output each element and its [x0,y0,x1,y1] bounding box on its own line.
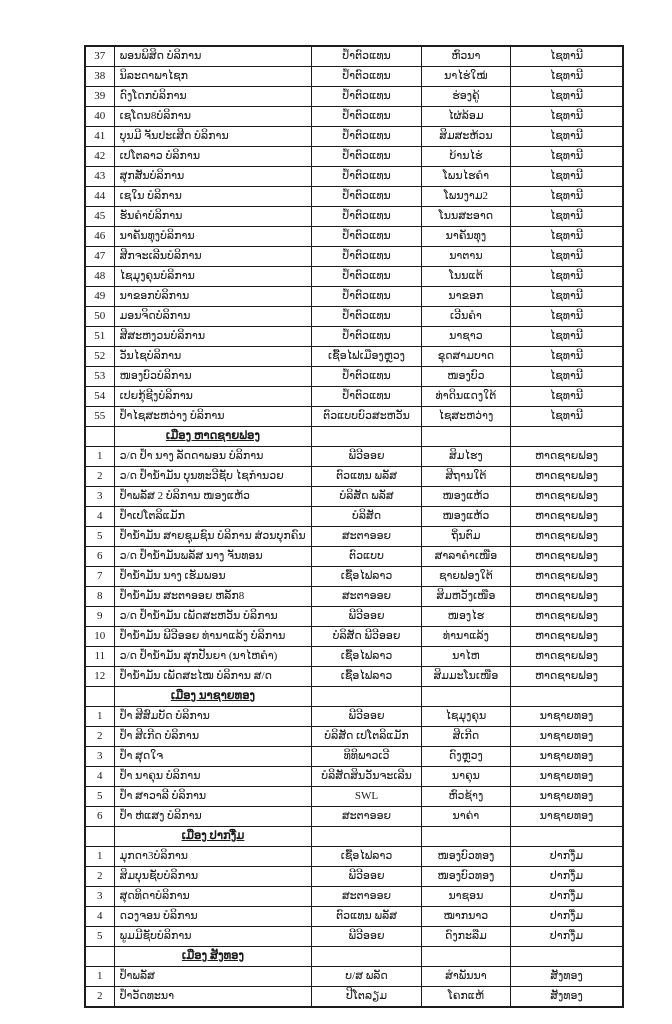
empty-cell [312,687,421,707]
table-row [85,867,623,887]
section-header-row [85,427,623,447]
empty-cell [421,947,510,967]
cell-name: ມຸກດາ3ບໍລິການ [114,847,312,867]
empty-cell [85,427,114,447]
empty-cell [511,827,623,847]
cell-district: ໄຊທານີ [511,247,623,267]
table-row [85,347,623,367]
cell-village: ບ້ານໄຮ່ [421,147,510,167]
table-row [85,667,623,687]
cell-village: ສີເກີດ [421,727,510,747]
cell-name: ປ້ຳພລັສ 2 ບໍລິການ ໜອງແຫ້ວ [114,487,312,507]
cell-operator: ສະຕາອອຍ [312,807,421,827]
cell-name: ປ້ຳ ສີເກີດ ບໍລິການ [114,727,312,747]
empty-cell [312,947,421,967]
empty-cell [511,947,623,967]
cell-no: 52 [85,347,114,367]
cell-name: ວັນໄຊບໍລິການ [114,347,312,367]
cell-district: ປາກງື່ມ [511,867,623,887]
table-row [85,547,623,567]
cell-operator: ປ້ຳຕົວແທນ [312,267,421,287]
cell-operator: ປ້ຳຕົວແທນ [312,187,421,207]
cell-village: ນາໄຮ່ໃໝ່ [421,67,510,87]
cell-no: 48 [85,267,114,287]
table-row [85,787,623,807]
cell-no: 12 [85,667,114,687]
table-row [85,287,623,307]
cell-village: ໂນນແຕ້ [421,267,510,287]
table-row [85,67,623,87]
table-row [85,567,623,587]
cell-village: ນາຄັນທຸງ [421,227,510,247]
cell-no: 41 [85,127,114,147]
cell-no: 46 [85,227,114,247]
cell-village: ເວີນຄຳ [421,307,510,327]
section-header-row [85,947,623,967]
cell-district: ນາຊາຍທອງ [511,787,623,807]
cell-operator: ປ້ຳຕົວແທນ [312,67,421,87]
cell-operator: ປ້ຳຕົວແທນ [312,127,421,147]
table-row [85,987,623,1008]
cell-district: ຫາດຊາຍຟອງ [511,627,623,647]
cell-district: ຫາດຊາຍຟອງ [511,587,623,607]
cell-village: ໂຄກແຫ້ [421,987,510,1008]
cell-no: 49 [85,287,114,307]
cell-name: ປ້ຳນ້ຳມັນ ນາງ ເຮັມພອນ [114,567,312,587]
cell-village: ນາຄ່າ [421,807,510,827]
cell-village: ໜອງບົວທອງ [421,867,510,887]
cell-no: 6 [85,807,114,827]
cell-no: 4 [85,907,114,927]
cell-district: ນາຊາຍທອງ [511,807,623,827]
cell-operator: ເຊື້ອໄຟເມືອງຫຼວງ [312,347,421,367]
cell-no: 42 [85,147,114,167]
empty-cell [421,427,510,447]
cell-village: ໄຊສະຫວ່າງ [421,407,510,427]
cell-operator: ສະຕາອອຍ [312,587,421,607]
section-title: ເມືອງ ສັງທອງ [114,947,312,967]
cell-no: 9 [85,607,114,627]
cell-name: ວ/ດ ປ້ຳ ນາງ ລັດດາພອນ ບໍລິການ [114,447,312,467]
cell-operator: ບໍລິສັດ ພລັສ [312,487,421,507]
cell-name: ສີກຈະເລີນບໍລິການ [114,247,312,267]
cell-name: ເປຍກຸ້ຊີງບໍລິການ [114,387,312,407]
table-row [85,747,623,767]
cell-no: 1 [85,847,114,867]
cell-district: ຫາດຊາຍຟອງ [511,667,623,687]
cell-district: ນາຊາຍທອງ [511,767,623,787]
cell-operator: ບໍລິສັດ ເປໂຕລິແມັກ [312,727,421,747]
table-row [85,627,623,647]
cell-operator: ພີວີອອຍ [312,927,421,947]
cell-district: ຫາດຊາຍຟອງ [511,507,623,527]
cell-village: ໄຜ່ລ້ອມ [421,107,510,127]
cell-no: 1 [85,707,114,727]
cell-name: ປ້ຳນ້ຳມັນ ເພັດສະໄໝ ບໍລິການ ສ/ດ [114,667,312,687]
cell-name: ໜອງບົວບໍລິການ [114,367,312,387]
table-row [85,527,623,547]
empty-cell [312,827,421,847]
cell-no: 2 [85,987,114,1008]
cell-village: ນາຄຸນ [421,767,510,787]
cell-district: ນາຊາຍທອງ [511,747,623,767]
cell-district: ຫາດຊາຍຟອງ [511,607,623,627]
cell-name: ສຸກສັນບໍລິການ [114,167,312,187]
empty-cell [312,427,421,447]
cell-operator: ຕົວແບບບົວສະຫວັນ [312,407,421,427]
cell-operator: ປ້ຳຕົວແທນ [312,107,421,127]
table-row [85,107,623,127]
section-title: ເມືອງ ປາກງື່ມ [114,827,312,847]
table-row [85,227,623,247]
cell-district: ປາກງື່ມ [511,847,623,867]
cell-district: ໄຊທານີ [511,327,623,347]
cell-name: ມອນຈິດບໍລິການ [114,307,312,327]
cell-village: ໜອງບົວ [421,367,510,387]
cell-village: ໂພນງາມ2 [421,187,510,207]
cell-operator: ທິທິພາວເວີ [312,747,421,767]
cell-village: ສຳພັນນາ [421,967,510,987]
cell-village: ສາລາຄຳເໜືອ [421,547,510,567]
table-row [85,46,623,67]
cell-village: ຫົວຊ້າງ [421,787,510,807]
cell-district: ຫາດຊາຍຟອງ [511,547,623,567]
cell-village: ດົງກະລືມ [421,927,510,947]
cell-village: ໝາກນາວ [421,907,510,927]
fuel-stations-table [84,45,624,1008]
cell-village: ໂພນໄຮຄຳ [421,167,510,187]
cell-operator: ສະຕາອອຍ [312,887,421,907]
cell-name: ວ/ດ ປ້ຳນ້ຳມັນ ເພັດສະຫວັນ ບໍລິການ [114,607,312,627]
cell-district: ໄຊທານີ [511,407,623,427]
table-row [85,507,623,527]
cell-name: ວ/ດ ປ້ຳນ້ຳມັນ ບຸນທະວີຊັບ ໄຊກຳນວຍ [114,467,312,487]
cell-operator: ຕົວແທນ ພລັສ [312,907,421,927]
cell-village: ສິມສະຫ້ວນ [421,127,510,147]
table-row [85,707,623,727]
cell-operator: ຕົວແບບ [312,547,421,567]
cell-district: ໄຊທານີ [511,167,623,187]
cell-operator: ປ້ຳຕົວແທນ [312,227,421,247]
cell-operator: ປ້ຳຕົວແທນ [312,327,421,347]
cell-name: ບຸນມີ ຈັນປະເສີດ ບໍລິການ [114,127,312,147]
cell-name: ນາຂອກບໍລິການ [114,287,312,307]
cell-district: ໄຊທານີ [511,107,623,127]
cell-name: ສິມບຸນຊັບບໍລິການ [114,867,312,887]
cell-name: ສີສະຫງວນບໍລິການ [114,327,312,347]
cell-district: ໄຊທານີ [511,267,623,287]
cell-district: ປາກງື່ມ [511,907,623,927]
table-row [85,387,623,407]
cell-name: ປ້ຳໄຊສະຫວ່າງ ບໍລິການ [114,407,312,427]
table-row [85,367,623,387]
cell-name: ເປໂຕລາວ ບໍລິການ [114,147,312,167]
cell-no: 8 [85,587,114,607]
cell-name: ນາຄັນທຸງບໍລິການ [114,227,312,247]
cell-district: ໄຊທານີ [511,307,623,327]
table-row [85,207,623,227]
table-row [85,767,623,787]
table-row [85,87,623,107]
cell-operator: ບໍລິສັດ ພີວີອອຍ [312,627,421,647]
cell-no: 2 [85,467,114,487]
cell-district: ຫາດຊາຍຟອງ [511,527,623,547]
table-row [85,327,623,347]
cell-district: ນາຊາຍທອງ [511,707,623,727]
cell-no: 54 [85,387,114,407]
cell-village: ຖິ່ນຕົມ [421,527,510,547]
cell-name: ປ້ຳນ້ຳມັນ ສະຕາອອຍ ຫລັກ8 [114,587,312,607]
table-row [85,267,623,287]
cell-no: 1 [85,447,114,467]
cell-name: ປ້ຳພລັສ [114,967,312,987]
cell-village: ສິມຫວັງເໜືອ [421,587,510,607]
table-row [85,647,623,667]
cell-village: ໄຊມຸງຄຸນ [421,707,510,727]
cell-village: ຮ່ອງຄູ້ [421,87,510,107]
table-row [85,927,623,947]
table-row [85,467,623,487]
cell-name: ປ້ຳ ນາຄຸນ ບໍລິການ [114,767,312,787]
cell-no: 44 [85,187,114,207]
cell-village: ທ່ານາແລ້ງ [421,627,510,647]
cell-operator: ປ້ຳຕົວແທນ [312,87,421,107]
cell-district: ໄຊທານີ [511,387,623,407]
cell-no: 39 [85,87,114,107]
cell-name: ພູມມີຊັບບໍລິການ [114,927,312,947]
cell-no: 7 [85,567,114,587]
cell-district: ໄຊທານີ [511,287,623,307]
cell-operator: ປ້ຳຕົວແທນ [312,247,421,267]
cell-district: ໄຊທານີ [511,347,623,367]
cell-name: ສຸດທິດາບໍລິການ [114,887,312,907]
cell-no: 47 [85,247,114,267]
empty-cell [85,947,114,967]
table-row [85,967,623,987]
empty-cell [85,827,114,847]
cell-no: 5 [85,787,114,807]
cell-village: ສີຖານໃຕ້ [421,467,510,487]
table-row [85,487,623,507]
empty-cell [421,687,510,707]
cell-district: ໄຊທານີ [511,367,623,387]
cell-no: 2 [85,727,114,747]
table-row [85,407,623,427]
cell-no: 53 [85,367,114,387]
cell-village: ໜອງແຫ້ວ [421,507,510,527]
cell-name: ປ້ຳ ສີສົມບັດ ບໍລິການ [114,707,312,727]
cell-village: ນາຂອກ [421,287,510,307]
cell-district: ໄຊທານີ [511,147,623,167]
cell-name: ດວງຈອນ ບໍລິການ [114,907,312,927]
cell-name: ວ/ດ ປ້ຳນ້ຳມັນ ສຸກປັນຍາ (ນາໄຫຄຳ) [114,647,312,667]
cell-operator: ເຊື້ອໄຟລາວ [312,847,421,867]
cell-district: ຫາດຊາຍຟອງ [511,487,623,507]
cell-district: ປາກງື່ມ [511,927,623,947]
cell-operator: ສະຕາອອຍ [312,527,421,547]
cell-operator: ປີໂຕລຽມ [312,987,421,1008]
cell-no: 40 [85,107,114,127]
cell-name: ເຊໂດນ8ບໍລິການ [114,107,312,127]
cell-village: ຊາຍຟອງໃຕ້ [421,567,510,587]
cell-no: 11 [85,647,114,667]
empty-cell [85,687,114,707]
table-row [85,807,623,827]
table-row [85,587,623,607]
cell-no: 4 [85,767,114,787]
cell-district: ໄຊທານີ [511,67,623,87]
cell-operator: ປ້ຳຕົວແທນ [312,287,421,307]
table-row [85,307,623,327]
cell-district: ສັງທອງ [511,987,623,1008]
cell-village: ສິມໄຮງ [421,447,510,467]
cell-operator: ປ້ຳຕົວແທນ [312,367,421,387]
table-row [85,447,623,467]
empty-cell [421,827,510,847]
cell-operator: ຕົວແທນ ພລັສ [312,467,421,487]
cell-operator: ປ້ຳຕົວແທນ [312,207,421,227]
empty-cell [511,687,623,707]
cell-operator: ເຊື້ອໄຟລາວ [312,667,421,687]
cell-village: ນາໄຫ [421,647,510,667]
cell-name: ປ້ຳ ສາວາລີ ບໍລິການ [114,787,312,807]
cell-village: ດົງຫຼວງ [421,747,510,767]
table-row [85,247,623,267]
table-body [85,46,623,1007]
cell-name: ຮັນຄຳບໍລິການ [114,207,312,227]
cell-no: 2 [85,867,114,887]
cell-no: 3 [85,747,114,767]
cell-no: 6 [85,547,114,567]
cell-district: ຫາດຊາຍຟອງ [511,447,623,467]
cell-village: ສິມມະໂນເໜືອ [421,667,510,687]
cell-no: 3 [85,887,114,907]
cell-district: ໄຊທານີ [511,46,623,67]
table-row [85,727,623,747]
cell-village: ນາຊາວ [421,327,510,347]
table-row [85,887,623,907]
cell-no: 10 [85,627,114,647]
cell-village: ໜອງບົວທອງ [421,847,510,867]
cell-village: ໜອງແຫ້ວ [421,487,510,507]
cell-no: 43 [85,167,114,187]
section-header-row [85,827,623,847]
cell-village: ໂນນສະອາດ [421,207,510,227]
cell-village: ຂຸດສາມບາດ [421,347,510,367]
cell-name: ປ້ຳເປໂຕລິແມັກ [114,507,312,527]
cell-name: ປ້ຳ ຫ່ແສງ ບໍລິການ [114,807,312,827]
cell-name: ປ້ຳນ້ຳມັນ ສາຍຊຸມຊົນ ບໍລິການ ສ່ວນບຸກຄົນ [114,527,312,547]
cell-operator: ບໍລິສັດສິນວັນຈະເລີນ [312,767,421,787]
table-row [85,127,623,147]
cell-no: 38 [85,67,114,87]
cell-name: ປ້ຳນ້ຳມັນ ພີວີອອຍ ທ່ານາແລ້ງ ບໍລິການ [114,627,312,647]
cell-district: ຫາດຊາຍຟອງ [511,467,623,487]
cell-village: ນາຊອນ [421,887,510,907]
cell-operator: ພີວີອອຍ [312,607,421,627]
cell-village: ນາຕານ [421,247,510,267]
cell-name: ເຊໃນ ບໍລິການ [114,187,312,207]
cell-village: ຫົວນາ [421,46,510,67]
table-row [85,847,623,867]
cell-operator: ເຊື້ອໄຟລາວ [312,647,421,667]
cell-operator: ພີວີອອຍ [312,707,421,727]
cell-district: ຫາດຊາຍຟອງ [511,647,623,667]
cell-district: ໄຊທານີ [511,87,623,107]
cell-operator: ພີວີອອຍ [312,447,421,467]
cell-operator: ປ້ຳຕົວແທນ [312,147,421,167]
cell-no: 55 [85,407,114,427]
cell-operator: ປ້ຳຕົວແທນ [312,387,421,407]
cell-district: ຫາດຊາຍຟອງ [511,567,623,587]
cell-district: ນາຊາຍທອງ [511,727,623,747]
cell-no: 4 [85,507,114,527]
cell-operator: ປ້ຳຕົວແທນ [312,167,421,187]
cell-operator: ພີວີອອຍ [312,867,421,887]
section-title: ເມືອງ ນາຊາຍທອງ [114,687,312,707]
cell-district: ໄຊທານີ [511,127,623,147]
cell-district: ໄຊທານີ [511,227,623,247]
cell-no: 5 [85,527,114,547]
section-title: ເມືອງ ຫາດຊາຍຟອງ [114,427,312,447]
cell-operator: ບ/ສ ພລັດ [312,967,421,987]
cell-operator: ບໍລິສັດ [312,507,421,527]
cell-district: ປາກງື່ມ [511,887,623,907]
table-row [85,907,623,927]
section-header-row [85,687,623,707]
cell-district: ໄຊທານີ [511,187,623,207]
cell-no: 3 [85,487,114,507]
cell-operator: ປ້ຳຕົວແທນ [312,46,421,67]
cell-no: 5 [85,927,114,947]
table-row [85,607,623,627]
cell-name: ວ/ດ ປ້ຳນ້ຳມັນພລັສ ນາງ ຈັນທອນ [114,547,312,567]
cell-no: 51 [85,327,114,347]
cell-name: ປ້ຳ ສຸດໃຈ [114,747,312,767]
table-row [85,147,623,167]
cell-no: 50 [85,307,114,327]
cell-no: 37 [85,46,114,67]
cell-name: ປ້ຳວັດທະນາ [114,987,312,1008]
cell-name: ໄຊມຸງຄຸນບໍລິການ [114,267,312,287]
cell-operator: ປ້ຳຕົວແທນ [312,307,421,327]
table-row [85,167,623,187]
cell-village: ໜອງໄຮ [421,607,510,627]
cell-operator: ເຊື້ອໄຟລາວ [312,567,421,587]
cell-district: ສັງທອງ [511,967,623,987]
cell-village: ທ່າດິນແດງໃຕ້ [421,387,510,407]
cell-name: ພອນພິສິດ ບໍລິການ [114,46,312,67]
cell-name: ດົງໂດກບໍລິການ [114,87,312,107]
cell-no: 45 [85,207,114,227]
cell-no: 1 [85,967,114,987]
cell-operator: SWL [312,787,421,807]
cell-name: ນິລະດາພາໄຊກ [114,67,312,87]
cell-district: ໄຊທານີ [511,207,623,227]
table-row [85,187,623,207]
empty-cell [511,427,623,447]
